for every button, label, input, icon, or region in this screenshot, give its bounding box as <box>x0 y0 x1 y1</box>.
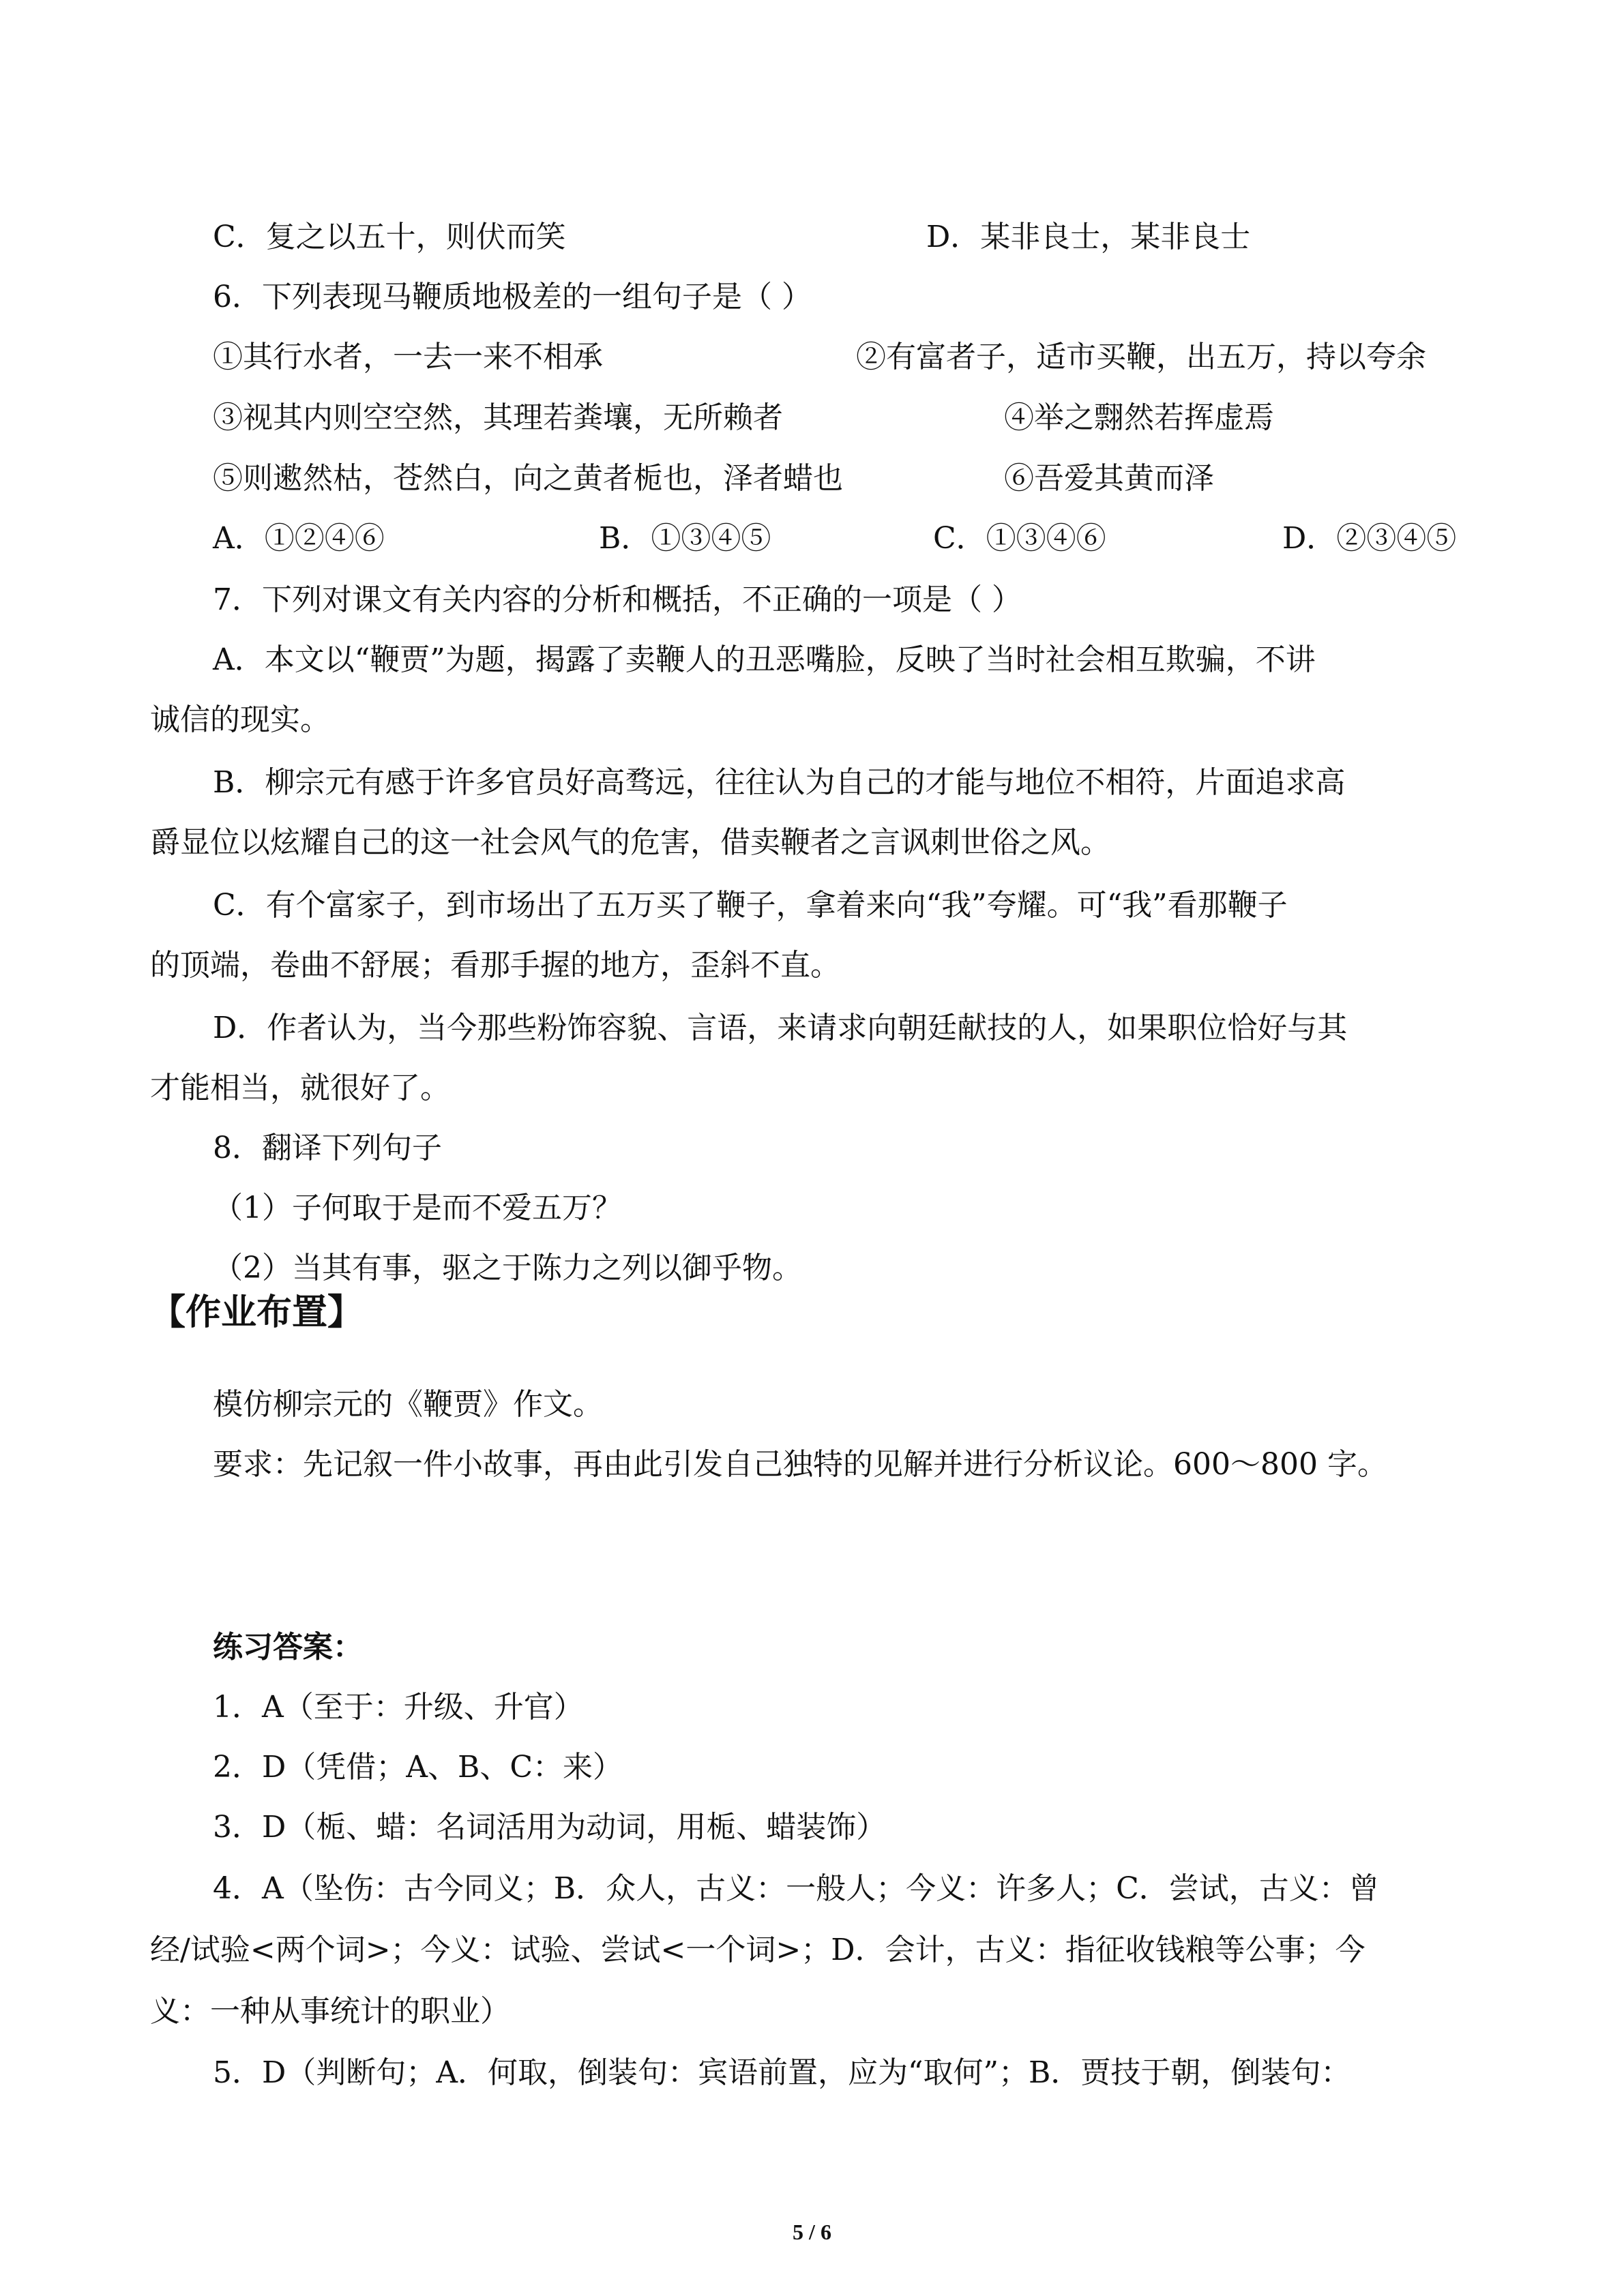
q6-stem: 6．下列表现马鞭质地极差的一组句子是（ ） <box>213 280 812 314</box>
q7-option-c-line1: C．有个富家子，到市场出了五万买了鞭子，拿着来向“我”夸耀。可“我”看那鞭子 <box>213 888 1288 923</box>
answer-4-line2: 经/试验<两个词>；今义：试验、尝试<一个词>；D．会计，古义：指征收钱粮等公事；今 <box>150 1933 1365 1967</box>
homework-heading: 【作业布置】 <box>150 1292 364 1333</box>
q6-item-6: ⑥吾爱其黄而泽 <box>1004 461 1214 496</box>
q6-option-d: D．②③④⑤ <box>1282 521 1457 556</box>
q8-sentence-1: （1）子何取于是而不爱五万？ <box>213 1191 622 1225</box>
q7-option-d-line2: 才能相当，就很好了。 <box>150 1071 450 1105</box>
q5-option-c: C．复之以五十，则伏而笑 <box>213 220 566 254</box>
q7-option-a-line2: 诚信的现实。 <box>150 702 330 737</box>
answer-4-line3: 义：一种从事统计的职业） <box>150 1994 510 2029</box>
answer-1: 1．A（至于：升级、升官） <box>213 1690 584 1725</box>
answer-3: 3．D（栀、蜡：名词活用为动词，用栀、蜡装饰） <box>213 1810 887 1845</box>
q6-item-2: ②有富者子，适市买鞭，出五万，持以夸余 <box>856 340 1426 374</box>
q7-option-d-line1: D．作者认为，当今那些粉饰容貌、言语，来请求向朝廷献技的人，如果职位恰好与其 <box>213 1011 1348 1045</box>
homework-line-1: 模仿柳宗元的《鞭贾》作文。 <box>213 1387 603 1422</box>
answer-5-line1: 5．D（判断句；A．何取，倒装句：宾语前置，应为“取何”；B．贾技于朝，倒装句： <box>213 2055 1351 2090</box>
answer-4-line1: 4．A（坠伤：古今同义；B．众人，古义：一般人；今义：许多人；C．尝试，古义：曾 <box>213 1871 1379 1906</box>
q8-sentence-2: （2）当其有事，驱之于陈力之列以御乎物。 <box>213 1251 802 1285</box>
q6-item-4: ④举之翲然若挥虚焉 <box>1004 400 1274 435</box>
answers-heading: 练习答案： <box>213 1630 363 1665</box>
q6-option-b: B．①③④⑤ <box>599 521 771 556</box>
answer-2: 2．D（凭借；A、B、C：来） <box>213 1750 623 1785</box>
q7-option-c-line2: 的顶端，卷曲不舒展；看那手握的地方，歪斜不直。 <box>150 948 840 983</box>
q5-option-d: D．某非良士，某非良士 <box>926 220 1251 254</box>
q6-item-1: ①其行水者，一去一来不相承 <box>213 340 603 374</box>
q7-option-b-line2: 爵显位以炫耀自己的这一社会风气的危害，借卖鞭者之言讽刺世俗之风。 <box>150 825 1110 860</box>
q6-option-a: A．①②④⑥ <box>213 521 385 556</box>
q7-stem: 7．下列对课文有关内容的分析和概括，不正确的一项是（ ） <box>213 582 1022 617</box>
q8-stem: 8．翻译下列句子 <box>213 1131 442 1165</box>
page-number: 5 / 6 <box>793 2220 831 2244</box>
homework-line-2: 要求：先记叙一件小故事，再由此引发自己独特的见解并进行分析议论。600～800 字。 <box>213 1447 1387 1482</box>
q7-option-b-line1: B．柳宗元有感于许多官员好高骛远，往往认为自己的才能与地位不相符，片面追求高 <box>213 765 1346 800</box>
q6-option-c: C．①③④⑥ <box>933 521 1106 556</box>
q7-option-a-line1: A．本文以“鞭贾”为题，揭露了卖鞭人的丑恶嘴脸，反映了当时社会相互欺骗，不讲 <box>213 642 1316 677</box>
q6-item-3: ③视其内则空空然，其理若粪壤，无所赖者 <box>213 400 783 435</box>
q6-item-5: ⑤则遬然枯，苍然白，向之黄者栀也，泽者蜡也 <box>213 461 843 496</box>
